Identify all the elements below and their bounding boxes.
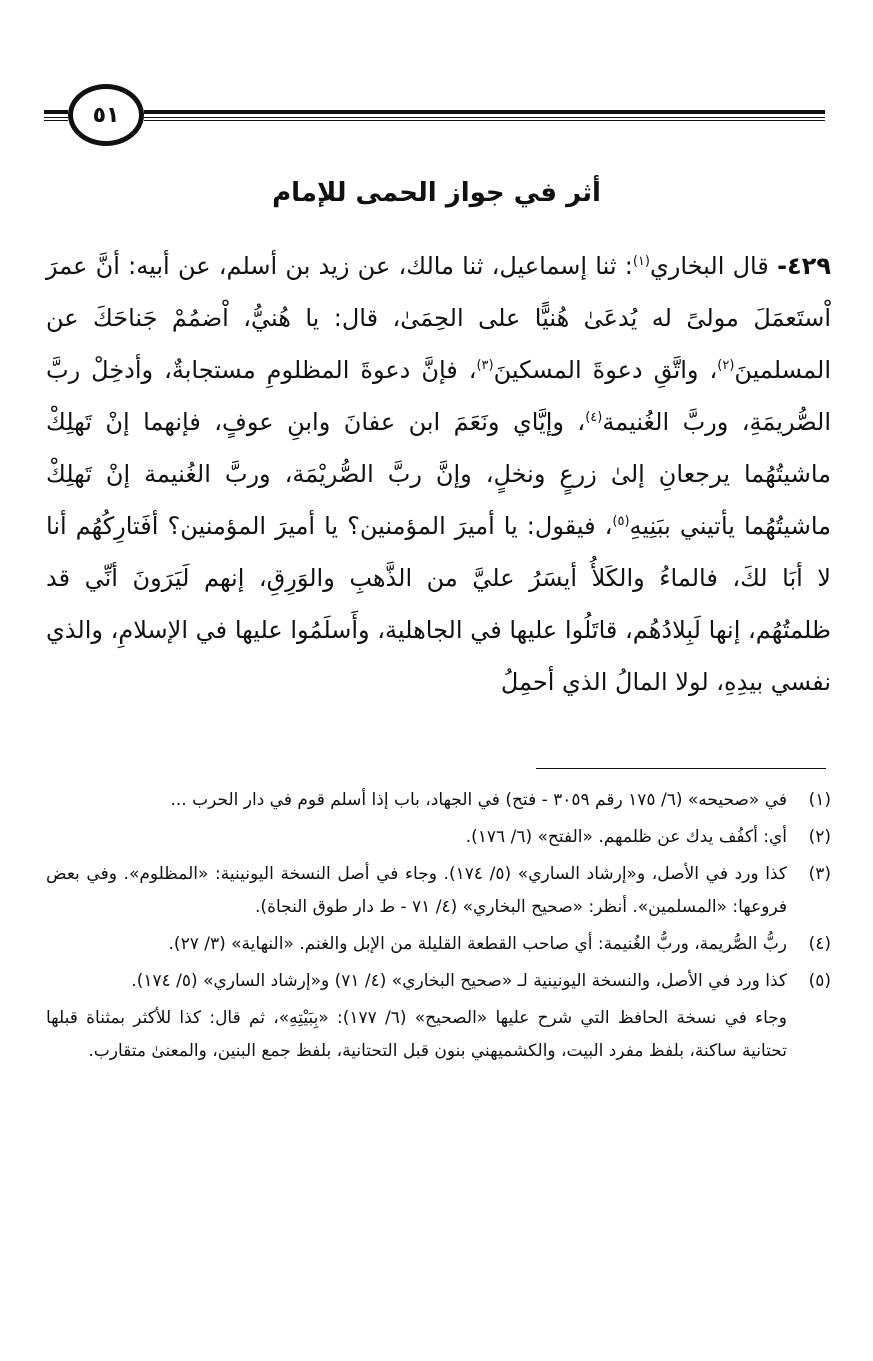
header-rule <box>44 110 68 114</box>
hadith-segment: قال البخاري <box>649 252 769 280</box>
hadith-segment: ، فإنَّ دعوةَ المظلومِ مستجابةٌ، وأدخِلْ ربَّ الصُّريمَةِ، وربَّ الغُنيمة <box>46 356 831 436</box>
header-rule <box>144 110 825 114</box>
footnote-ref: (٤) <box>585 410 603 425</box>
footnote-ref: (١) <box>632 254 650 269</box>
footnote-text: ربُّ الصُّريمة، وربُّ الغُنيمة: أي صاحب القطعة القليلة من الإبل والغنم. «النهاية» (٣/ ٢٧). <box>168 934 787 954</box>
footnote-continuation: وجاء في نسخة الحافظ التي شرح عليها «الصحيح» (٦/ ١٧٧): «بِبَيْتِهِ»، ثم قال: كذا للأكثر بمثناة قبلها تحتانية ساكنة، بلفظ مفرد البيت، والكشميهني بنون قبل التحتانية، بلفظ جمع البنين، والمعنىٰ متقارب. <box>46 1008 787 1061</box>
hadith-segment: ، وإيَّاي ونَعَمَ ابن عفانَ وابنِ عوفٍ، فإنهما إنْ تَهلِكْ ماشيتُهُما يرجعانِ إلىٰ زرعٍ ونخلٍ، وإنَّ ربَّ الصُّريْمَة، وربَّ الغُنيمة إنْ تَهلِكْ ماشيتُهُما يأتيني ببَنِيهِ <box>46 408 832 540</box>
footnote-number: (٣) <box>808 864 831 884</box>
footnote-ref: (٣) <box>476 358 494 373</box>
hadith-segment: ، فيقول: يا أميرَ المؤمنين؟ يا أميرَ المؤمنين؟ أفَتارِكُهُم أنا لا أبَا لكَ، فالماءُ والكَلأُ أيسَرُ عليَّ من الذَّهبِ والوَرِقِ، إنهم لَيَرَونَ أنِّي قد ظلمتُهُم، إنها لَبِلادُهُم، قاتَلُوا عليها في الجاهلية، وأَسلَمُوا عليها في الإسلامِ، والذي نفسي بيدِهِ، لولا المالُ الذي أحمِلُ <box>46 512 831 696</box>
footnote-number: (٥) <box>808 971 831 991</box>
footnote-separator <box>536 768 826 769</box>
footnote-ref: (٢) <box>717 358 735 373</box>
hadith-number: ٤٢٩- <box>777 252 831 280</box>
footnote-number: (١) <box>808 790 831 810</box>
footnote-number: (٤) <box>808 934 831 954</box>
section-heading: أثر في جواز الحمى للإمام <box>272 178 601 208</box>
footnote-number: (٢) <box>808 827 831 847</box>
hadith-segment: ، واتَّقِ دعوةَ المسكينَ <box>493 356 718 384</box>
header-rule <box>144 117 825 118</box>
page-number: ٥١ <box>68 84 144 146</box>
footnote-text: في «صحيحه» (٦/ ١٧٥ رقم ٣٠٥٩ - فتح) في الجهاد، باب إذا أسلم قوم في دار الحرب ... <box>170 790 787 810</box>
footnote-text: كذا ورد في الأصل، و«إرشاد الساري» (٥/ ١٧٤). وجاء في أصل النسخة اليونينية: «المظلوم». وفي بعض فروعها: «المسلمين». أنظر: «صحيح البخاري» (٤/ ٧١ - ط دار طوق النجاة). <box>46 864 787 917</box>
footnote <box>46 784 831 817</box>
header-rule <box>44 117 68 118</box>
footnote <box>46 821 831 854</box>
footnote <box>46 858 831 924</box>
page-header <box>44 82 825 152</box>
footnote-ref: (٥) <box>612 514 630 529</box>
footnote <box>46 965 831 998</box>
header-rule <box>44 120 68 121</box>
footnote <box>46 928 831 961</box>
hadith-text <box>46 240 831 708</box>
footnotes <box>46 784 831 1068</box>
footnote-text: أي: أكفُف يدك عن ظلمهم. «الفتح» (٦/ ١٧٦). <box>465 827 787 847</box>
footnote-text: كذا ورد في الأصل، والنسخة اليونينية لـ «صحيح البخاري» (٤/ ٧١) و«إرشاد الساري» (٥/ ١٧٤). <box>131 971 787 991</box>
header-rule <box>144 120 825 121</box>
hadith-segment: : ثنا إسماعيل، ثنا مالك، عن زيد بن أسلم، عن أبيه: أنَّ عمرَ اْستَعمَلَ مولىً له يُدعَىٰ هُنيًّا على الحِمَىٰ، قال: يا هُنيُّ، اْضمُمْ جَناحَكَ عن المسلمينَ <box>46 252 831 384</box>
